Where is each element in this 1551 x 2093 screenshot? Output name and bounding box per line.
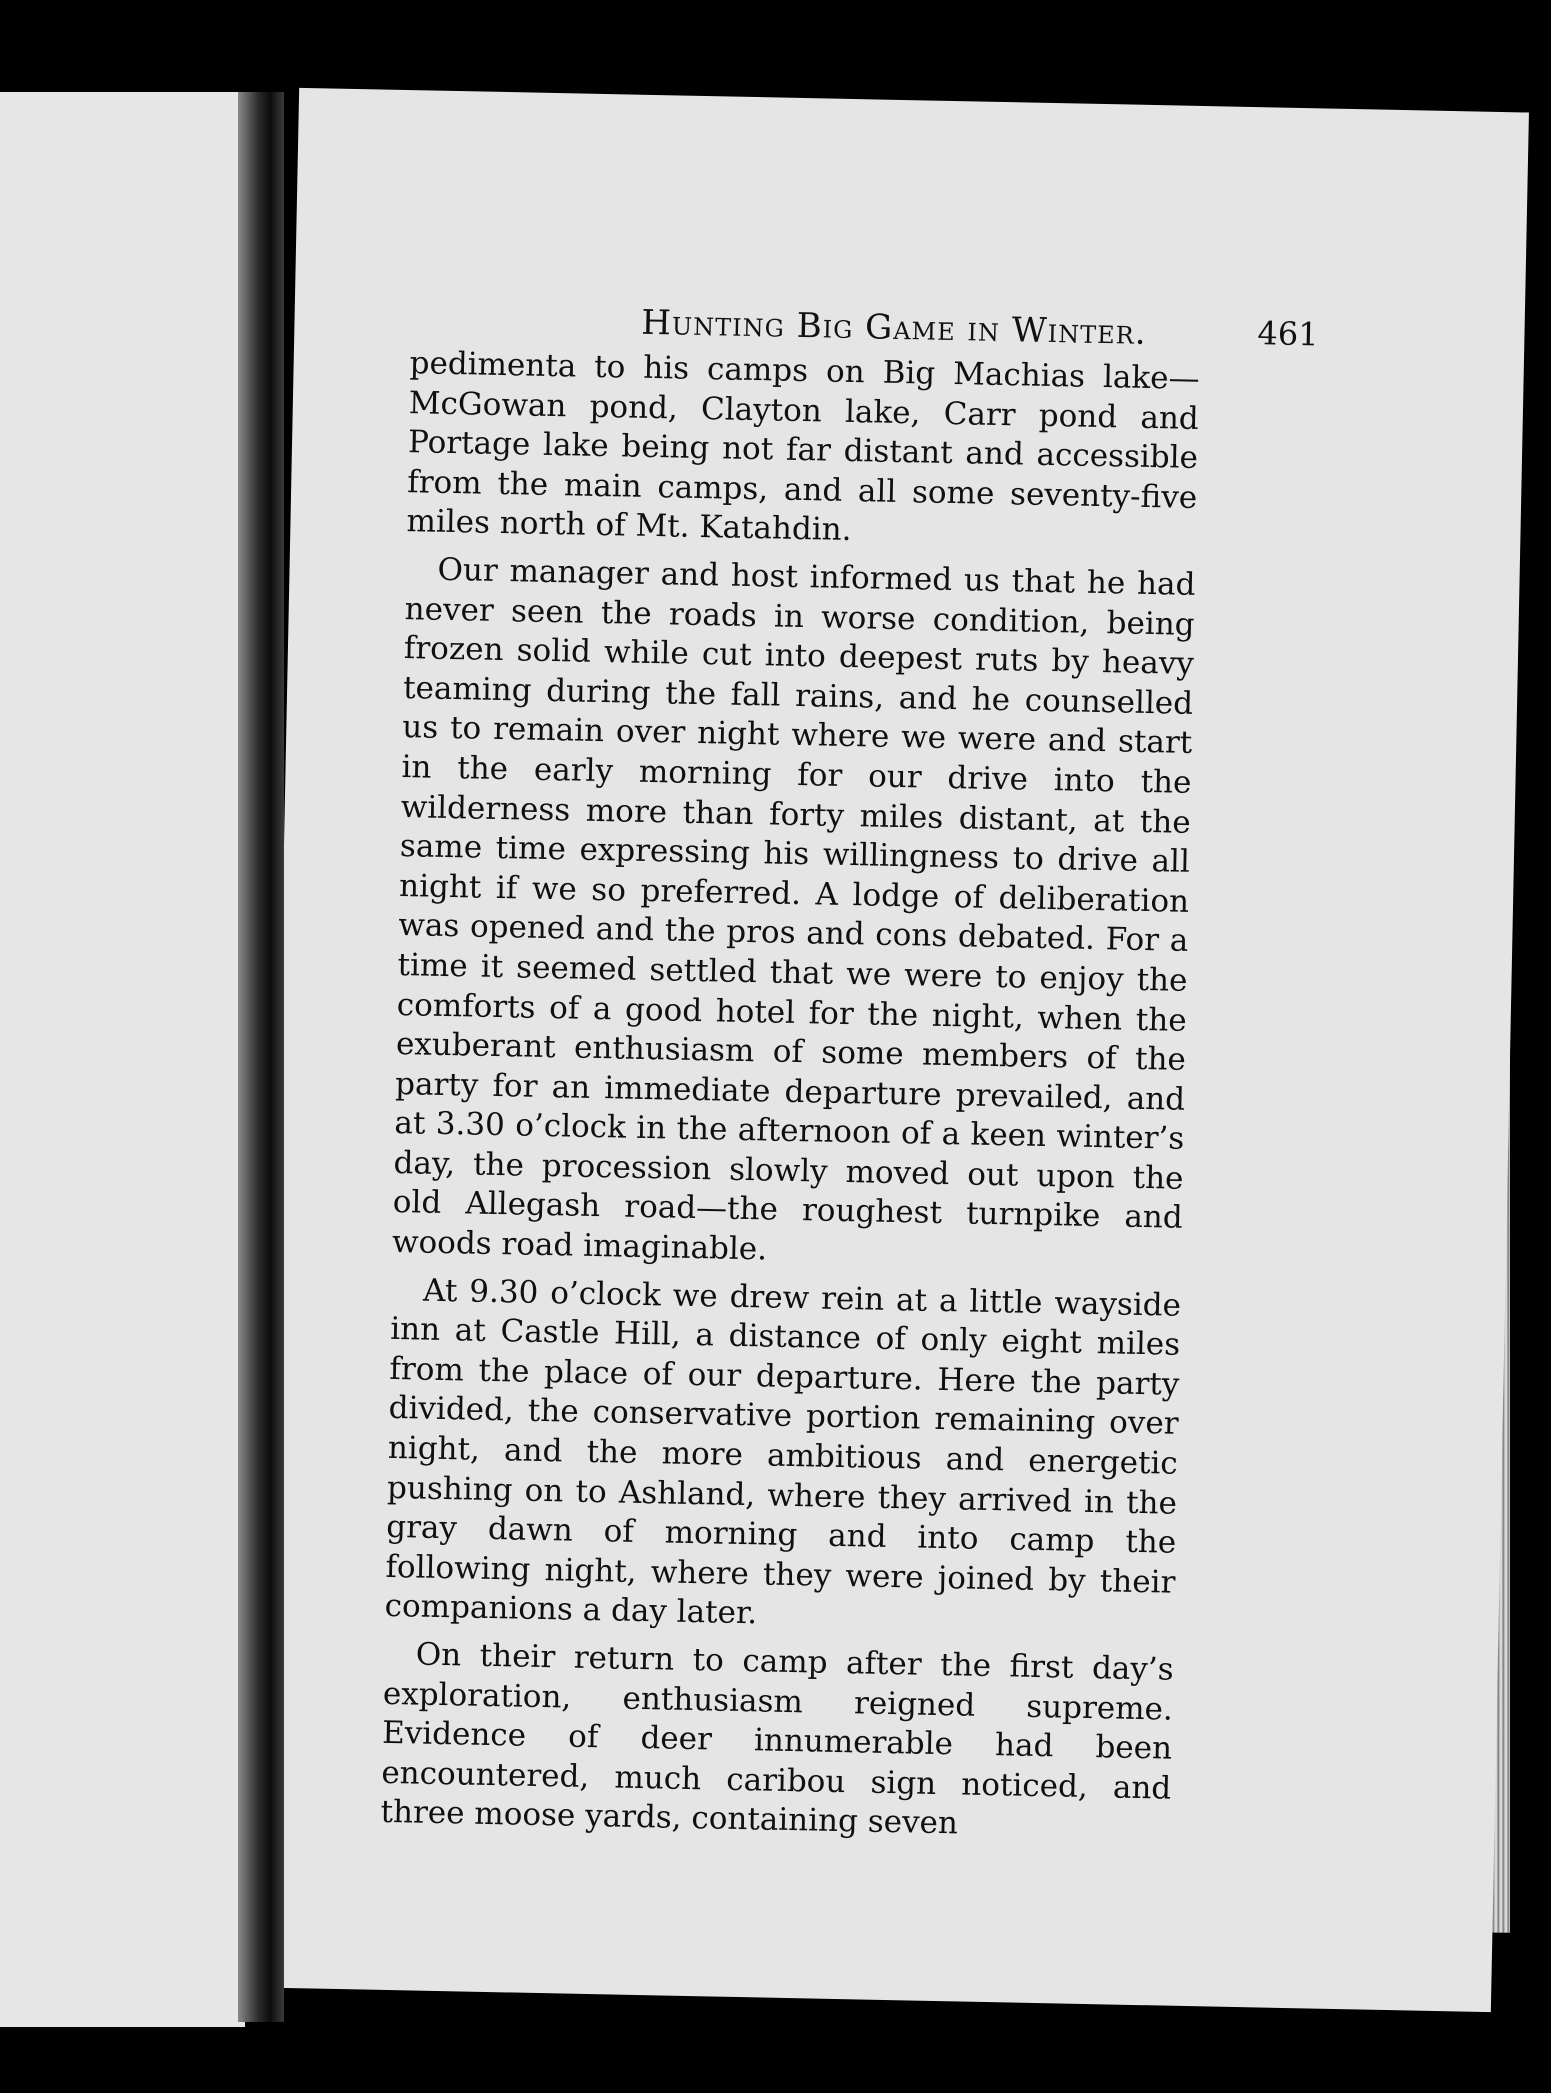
book-gutter <box>238 92 284 2022</box>
paragraph: On their return to camp after the first day’s exploration, enthusiasm reigned supreme. Evidence of deer innumerable had been encountered, much caribou sign noticed, and three moose yards, containing seven <box>380 1636 1174 1842</box>
running-title: Hunting Big Game in Winter. <box>640 302 1148 353</box>
page-number: 461 <box>1257 314 1319 354</box>
body-text <box>380 344 1200 1857</box>
book-page <box>261 88 1529 2012</box>
paragraph: Our manager and host informed us that he had never seen the roads in worse condition, being frozen solid while cut into deepest ruts by heavy teaming during the fall rains, and he counselled us to remain over night where we were and start in the early morning for our drive into the wilderness more than forty miles distant, at the same time expressing his willingness to drive all night if we so preferred. A lodge of deliberation was opened and the pros and cons debated. For a time it seemed settled that we were to enjoy the comforts of a good hotel for the night, when the exuberant enthusiasm of some members of the party for an immediate departure prevailed, and at 3.30 o’clock in the afternoon of a keen winter’s day, the procession slowly moved out upon the old Allegash road—the roughest turnpike and woods road imaginable. <box>391 551 1196 1268</box>
paragraph: pedimenta to his camps on Big Machias lake—McGowan pond, Clayton lake, Carr pond and Portage lake being not far distant and accessible from the main camps, and all some seventy-five miles north of Mt. Katahdin. <box>406 345 1200 549</box>
paragraph: At 9.30 o’clock we drew rein at a little wayside inn at Castle Hill, a distance of only eight miles from the place of our departure. Here the party divided, the conservative portion remaining over night, and the more ambitious and energetic pushing on to Ashland, where they arrived in the gray dawn of morning and into camp the following night, where they were joined by their companions a day later. <box>384 1272 1182 1632</box>
left-page-edge <box>0 92 245 2027</box>
